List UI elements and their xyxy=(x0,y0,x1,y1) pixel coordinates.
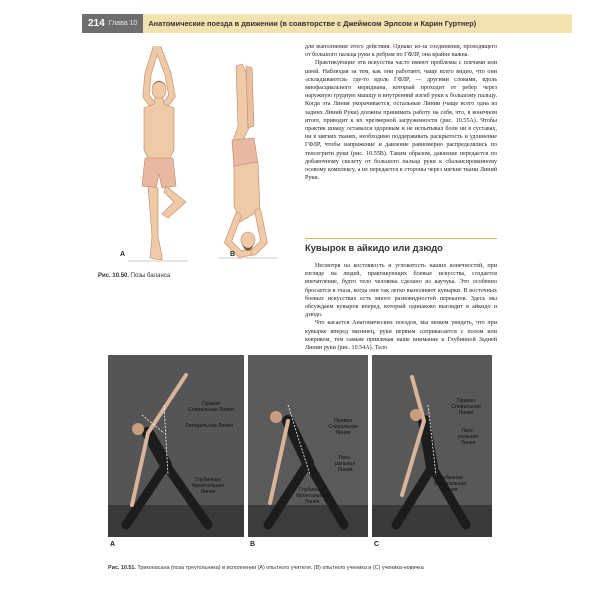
trikonasana-photo-c xyxy=(372,355,492,537)
running-header xyxy=(82,14,572,33)
paragraph: Что касается Анатомических поездов, мы можем увидеть, что при кувырке вперед мизинец, руки первым соприкасается с полом или ковриком, тем самым привлекая наше внимание к Глубинной Задней Линии руки (рис. 10.54А). Тело xyxy=(305,320,497,352)
label-deep-front-line-a: Глубинная Фронтальная Линия xyxy=(191,477,225,495)
label-spiral-line-a: Правая Спиральная Линия xyxy=(188,401,234,413)
figure-10-51-caption-label: Рис. 10.51. xyxy=(108,565,136,571)
figure-letter-b: B xyxy=(230,251,236,258)
figure-10-51-caption xyxy=(108,565,568,571)
section-divider xyxy=(305,238,497,239)
figure-10-50 xyxy=(108,46,288,272)
running-title: Анатомические поезда в движении (в соавторстве с Джеймсом Эрлсом и Карин Гуртнер) xyxy=(143,14,572,33)
balance-poses-illustration xyxy=(108,46,288,272)
photo-letter-c: C xyxy=(374,541,380,548)
label-lateral-line-c: Лате- ральная Линия xyxy=(457,428,479,446)
figure-10-51-caption-text: Триконасана (поза треугольника) в исполнении (А) опытного учителя, (В) опытного ученика и (С) ученика-новичка xyxy=(135,565,424,571)
figure-10-50-caption-label: Рис. 10.50. xyxy=(98,273,130,279)
label-deep-front-line-b: Глубинная Фронтальная Линия xyxy=(295,487,329,505)
figure-10-50-caption-text: Позы баланса xyxy=(129,273,171,279)
trikonasana-photo-a xyxy=(108,355,244,537)
body-text-bottom xyxy=(305,262,497,352)
body-text-top xyxy=(305,43,497,182)
page-number: 214 xyxy=(88,18,105,29)
page-number-box xyxy=(82,14,143,33)
paragraph: Практикующие эти искусства часто имеют проблемы с плечами или шеей. Наблюдая за тем, как они работают, чаще всего видно, что они «складываются» где-то вдоль ГФЛР, — другими словами, вдоль миофасциального меридиана, который проходит от ребер через наружную грудную мышцу и внутренний изгиб руки к большому пальцу. Когда эта Линия укорачивается, остальные Линии (чаще всего одна из задних Линий Руки) должны принимать работу на себя, что, в конечном итоге, приводит к их чрезмерной загруженности (рис. 10.55А). Чтобы практик шиацу оставался здоровым и не испытывал боли ни в суставах, ни в мягких тканях, необходимо поддерживать раскрытость и удлинение ГФЛР, чтобы напряжение и давление равномерно распределялись по тенсегрити руки (рис. 10.55В). Таким образом, давление передается по добавочному скелету от большого пальца руки к сбалансированному осевому комплексу, а не передается в стороны через мягкие ткани Линий Руки. xyxy=(305,60,497,182)
paragraph: для выполнения этого действия. Однако из-за соединения, проходящего от большого пальца руки к ребрам по ГФЛР, она крайне важна. xyxy=(305,44,497,59)
label-lateral-line-b: Лате- ральная Линия xyxy=(334,455,356,473)
headstand-figure xyxy=(218,64,278,258)
chapter-label: Глава 10 xyxy=(108,20,138,27)
label-deep-front-line-c: Глубинная Фронтальная Линия xyxy=(433,475,467,493)
photo-c xyxy=(372,355,492,537)
figure-letter-a: A xyxy=(120,251,126,258)
photo-letter-a: A xyxy=(110,541,116,548)
section-title: Кувырок в айкидо или дзюдо xyxy=(305,242,443,253)
label-lateral-line-a: Латеральная Линия xyxy=(185,423,233,429)
photo-b xyxy=(248,355,368,537)
label-spiral-line-b: Правая Спиральная Линия xyxy=(328,418,358,436)
figure-10-50-caption xyxy=(98,273,170,279)
label-spiral-line-c: Правая Спиральная Линия xyxy=(451,398,481,416)
paragraph: Несмотря на костлявость и угловатость наших конечностей, при взгляде на людей, практикующих боевые искусства, создается впечатление, будто тело человека сделано из каучука. Это особенно бросается в глаза, когда они так легко выполняют кувырки. В восточных боевых искусствах есть много разновидностей перекатов. Здесь мы обсуждаем кувырок вперед, который одинаково выглядит в айкидо и дзюдо. xyxy=(305,263,497,319)
photo-a xyxy=(108,355,244,537)
photo-letter-b: B xyxy=(250,541,256,548)
trikonasana-photo-b xyxy=(248,355,368,537)
tree-pose-figure xyxy=(128,48,188,261)
